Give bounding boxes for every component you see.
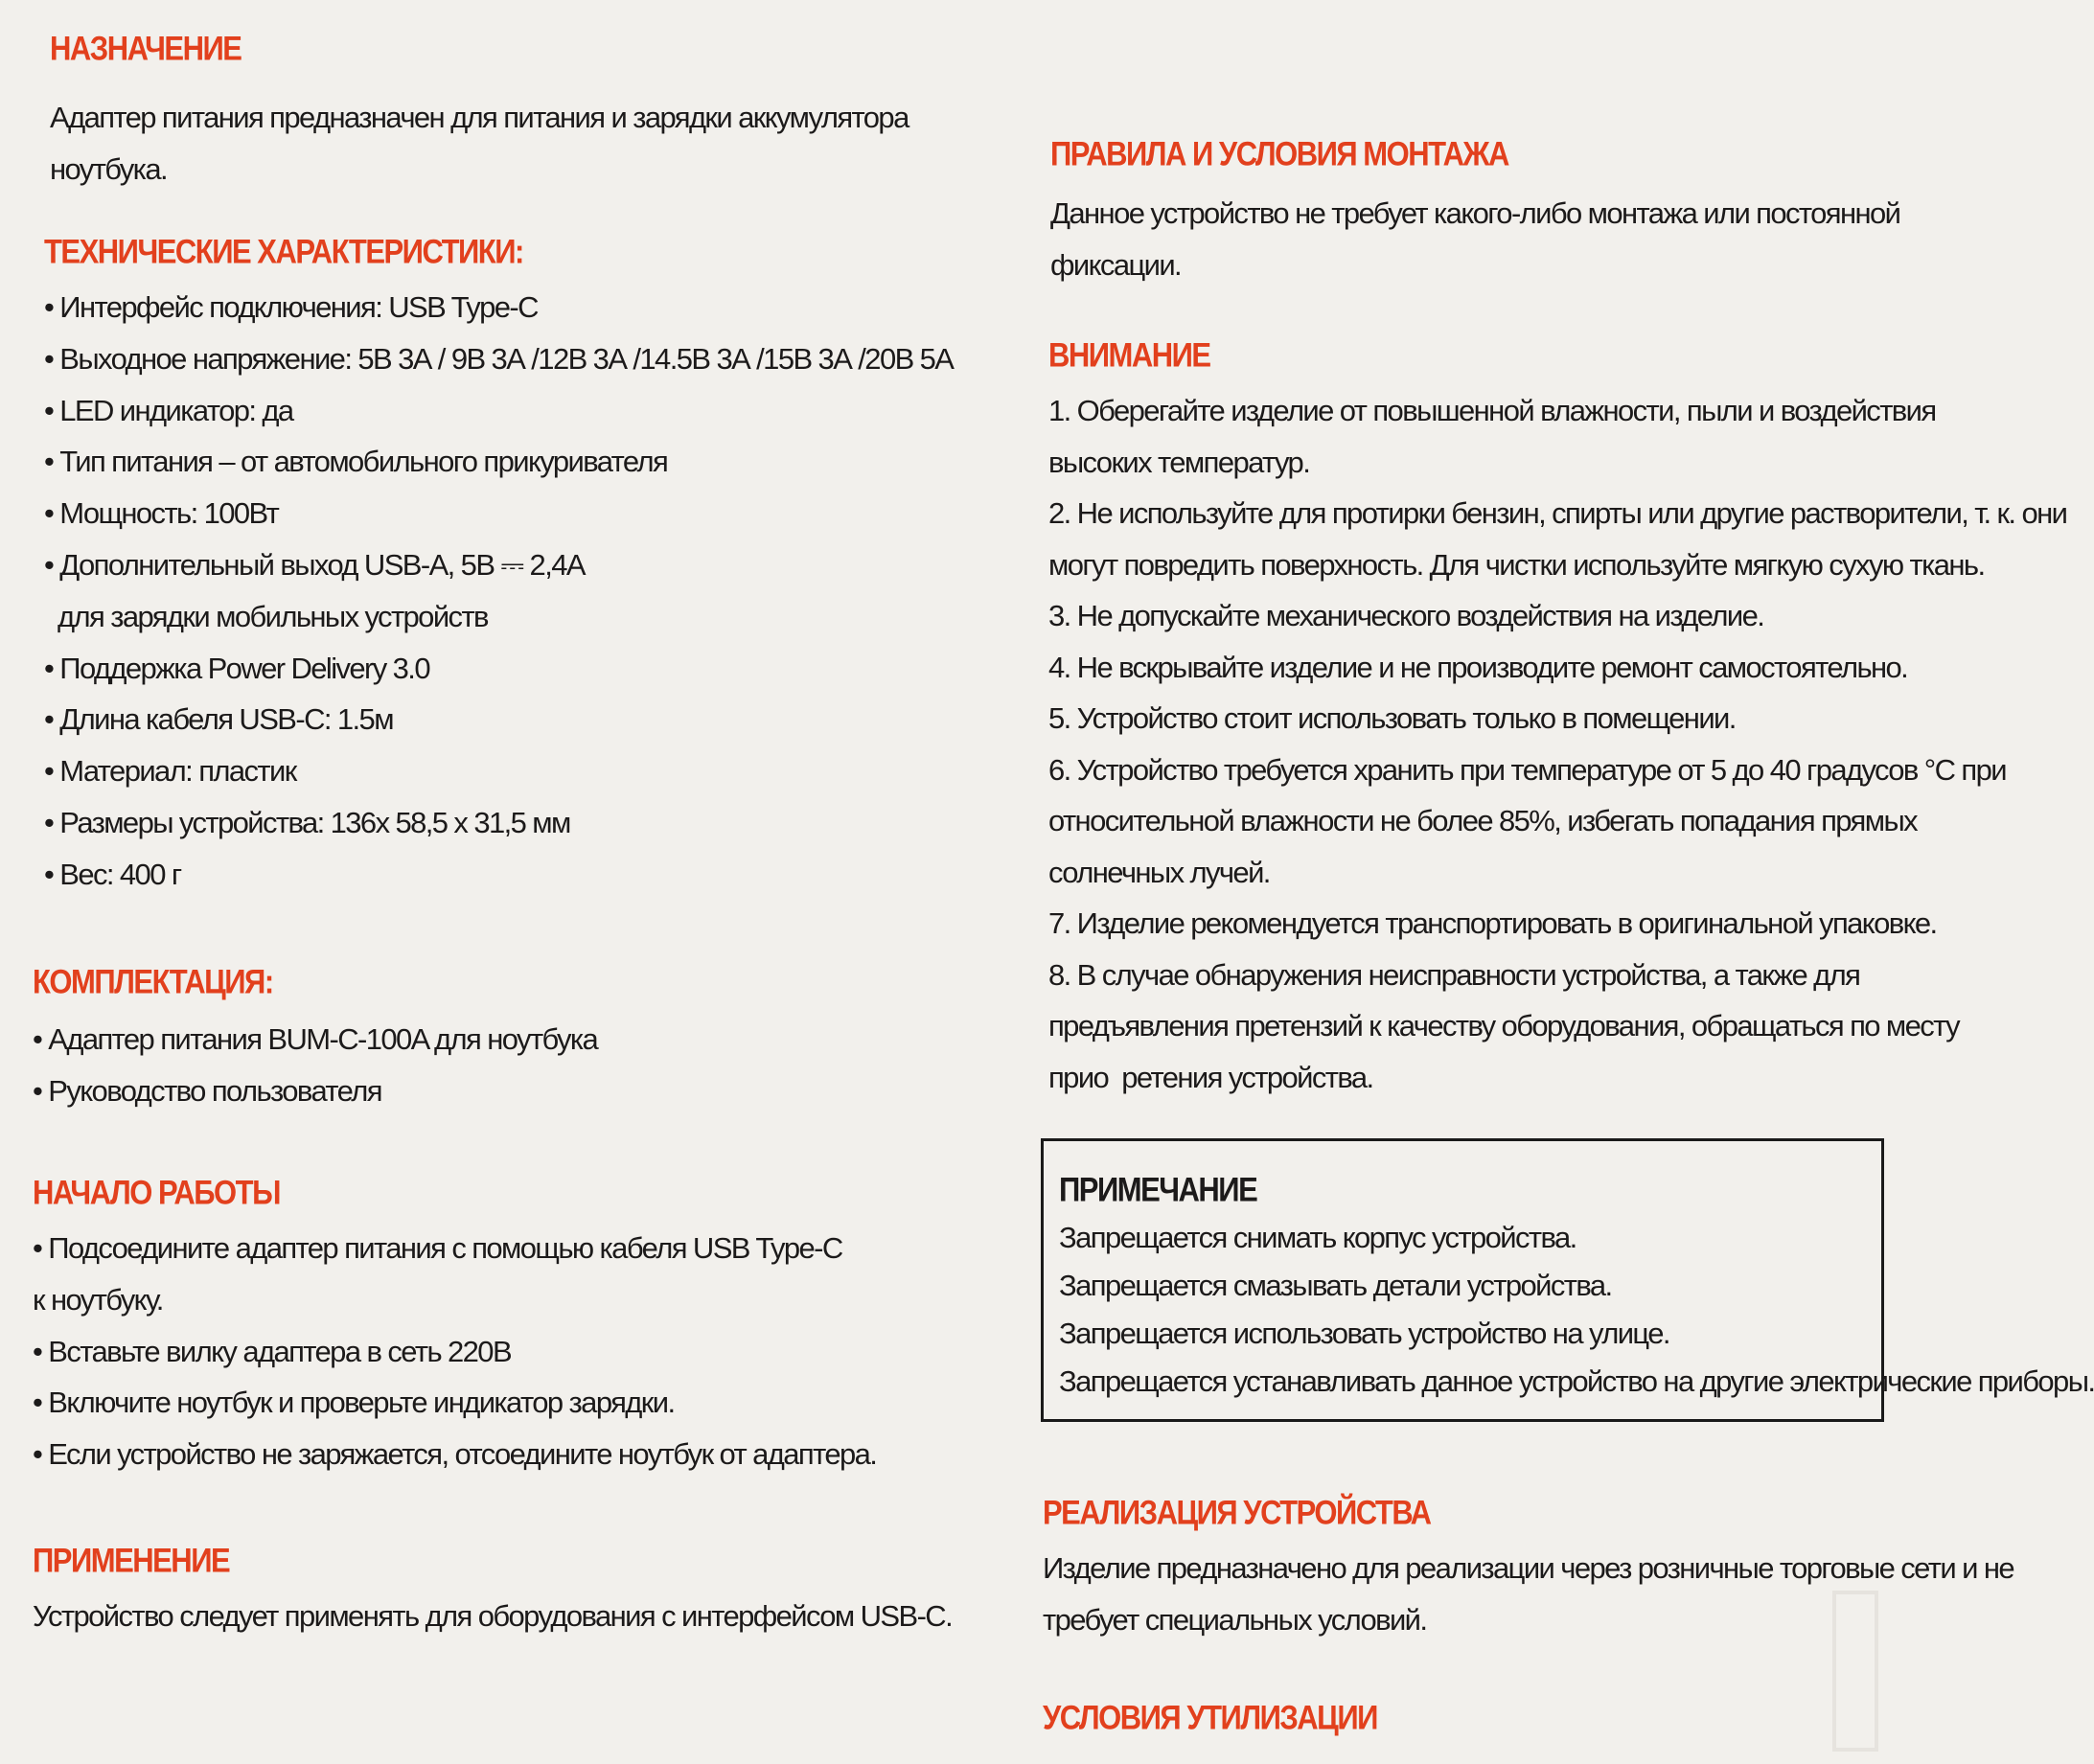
section-warning [1048,333,2066,1103]
spec-item: • Мощность: 100Вт [44,496,279,531]
section-title: УСЛОВИЯ УТИЛИЗАЦИИ [1043,1698,1377,1737]
section-title: КОМПЛЕКТАЦИЯ: [33,962,273,1001]
note-box [1041,1138,2094,1422]
warning-item: 8. В случае обнаружения неисправности устройства, а также для [1048,957,1860,992]
note-item: Запрещается использовать устройство на улице. [1059,1317,1669,1350]
step-item: • Подсоедините адаптер питания с помощью кабеля USB Type-C [33,1231,842,1265]
warning-item: 1. Оберегайте изделие от повышенной влажности, пыли и воздействия [1048,394,1936,427]
step-item: к ноутбуку. [33,1282,163,1317]
note-item: Запрещается смазывать детали устройства. [1059,1269,1612,1302]
step-item: • Включите ноутбук и проверьте индикатор зарядки. [33,1386,675,1420]
text-line: Данное устройство не требует какого-либо монтажа или постоянной [1050,196,1900,230]
warning-item: относительной влажности не более 85%, избегать попадания прямых [1048,804,1918,837]
text-line: фиксации. [1050,247,1182,282]
note-item: Запрещается устанавливать данное устройство на другие электрические приборы. [1059,1364,2094,1398]
text-line: ноутбука. [50,151,167,186]
spec-item: • Дополнительный выход USB-A, 5В ⎓ 2,4А [44,547,585,582]
section-mounting [1050,132,1899,291]
section-title: РЕАЛИЗАЦИЯ УСТРОЙСТВА [1043,1493,1431,1532]
warning-item: 6. Устройство требуется хранить при температуре от 5 до 40 градусов °С при [1048,752,2006,787]
spec-item: для зарядки мобильных устройств [44,599,488,633]
spec-item: • Размеры устройства: 136х 58,5 х 31,5 мм [44,805,570,839]
section-title: ТЕХНИЧЕСКИЕ ХАРАКТЕРИСТИКИ: [44,232,523,271]
step-item: • Если устройство не заряжается, отсоедините ноутбук от адаптера. [33,1437,877,1472]
warning-item: солнечных лучей. [1048,855,1270,889]
spec-item: • Длина кабеля USB-C: 1.5м [44,702,393,737]
package-item: • Руководство пользователя [33,1073,381,1108]
warning-item: 3. Не допускайте механического воздействия на изделие. [1048,599,1764,632]
section-specs [44,230,953,901]
warning-item: предъявления претензий к качеству оборудования, обращаться по месту [1048,1009,1960,1042]
text-line: Устройство следует применять для оборудования с интерфейсом USB-C. [33,1599,953,1633]
warning-item: 7. Изделие рекомендуется транспортировать в оригинальной упаковке. [1048,906,1937,940]
section-title: ПРАВИЛА И УСЛОВИЯ МОНТАЖА [1050,134,1508,173]
warning-item: высоких температур. [1048,445,1310,479]
note-item: Запрещается снимать корпус устройства. [1059,1221,1576,1254]
step-item: • Вставьте вилку адаптера в сеть 220В [33,1334,512,1368]
warning-item: могут повредить поверхность. Для чистки используйте мягкую сухую ткань. [1048,547,1985,582]
section-title: НАЧАЛО РАБОТЫ [33,1173,280,1212]
text-line: Изделие предназначено для реализации через розничные торговые сети и не [1043,1551,2014,1585]
warning-item: прио ретения устройства. [1048,1060,1373,1094]
spec-item: • Выходное напряжение: 5В 3А / 9В 3А /12В 3А /14.5В 3А /15В 3А /20В 5А [44,341,954,376]
section-title: НАЗНАЧЕНИЕ [50,29,242,68]
warning-item: 5. Устройство стоит использовать только в помещении. [1048,701,1736,735]
section-purpose [50,27,909,195]
section-sales [1043,1491,2013,1646]
spec-item: • Интерфейс подключения: USB Type-C [44,290,538,324]
section-title: ПРИМЕНЕНИЕ [33,1541,230,1580]
section-disposal [1043,1696,1377,1737]
note-title: ПРИМЕЧАНИЕ [1059,1170,1257,1209]
spec-item: • Поддержка Power Delivery 3.0 [44,651,429,685]
section-start [33,1171,876,1480]
spec-item: • Вес: 400 г [44,857,181,891]
spec-item: • Тип питания – от автомобильного прикуривателя [44,445,668,479]
spec-item: • LED индикатор: да [44,393,293,427]
text-line: требует специальных условий. [1043,1602,1427,1637]
warning-item: 2. Не используйте для протирки бензин, спирты или другие растворители, т. к. они [1048,496,2067,530]
section-usage [33,1539,952,1642]
spec-item: • Материал: пластик [44,754,296,789]
text-line: Адаптер питания предназначен для питания и зарядки аккумулятора [50,101,909,134]
section-package [33,960,597,1117]
warning-item: 4. Не вскрывайте изделие и не производите ремонт самостоятельно. [1048,650,1908,684]
package-item: • Адаптер питания BUM-C-100A для ноутбука [33,1022,598,1056]
section-title: ВНИМАНИЕ [1048,335,1210,375]
